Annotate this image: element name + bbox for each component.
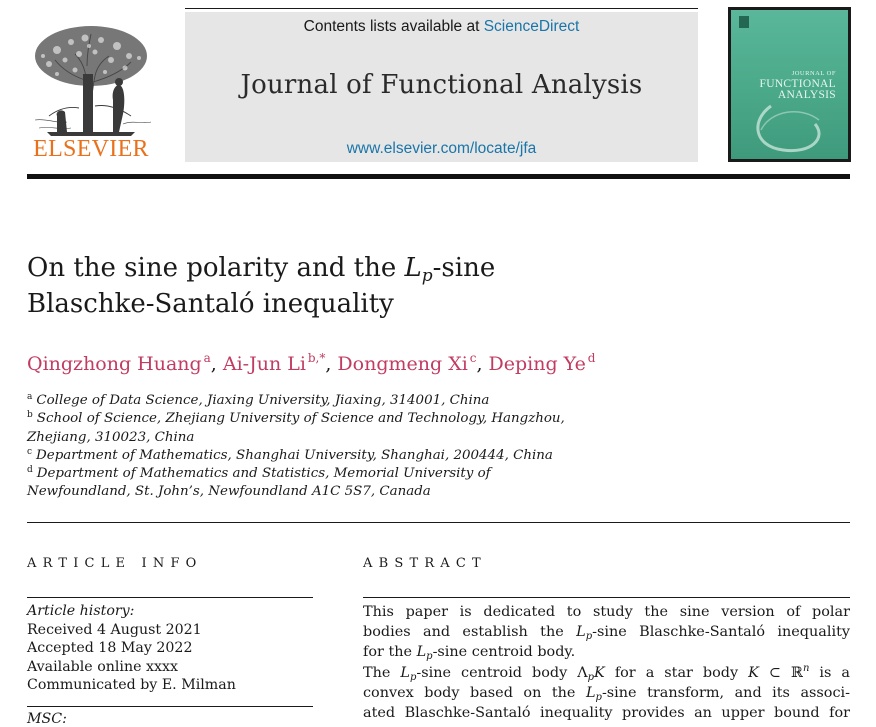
abstract-line: for the $L_p$-sine centroid body. <box>363 644 576 663</box>
article-history <box>27 602 313 695</box>
elsevier-tree-icon <box>27 20 155 138</box>
msc-label: MSC: <box>27 711 67 727</box>
online-date: Available online xxxx <box>27 658 179 675</box>
received-date: Received 4 August 2021 <box>27 621 202 638</box>
affiliation-mark: a <box>27 392 33 402</box>
title-sub-p: p <box>421 266 433 286</box>
affiliation-mark: c <box>27 446 33 457</box>
affiliation-text: College of Data Science, Jiaxing University, Jiaxing, 314001, China <box>36 393 490 408</box>
accepted-date: Accepted 18 May 2022 <box>27 640 193 657</box>
cover-journal-of: JOURNAL OF <box>791 70 836 77</box>
abstract-line: The $L_p$-sine centroid body $\Lambda_pK$ for a star body K ⊂ ℝ$^n$ is a <box>363 662 851 683</box>
article-info-heading: ARTICLE INFO <box>27 556 203 571</box>
article-info-rule <box>27 597 313 598</box>
sciencedirect-link[interactable]: ScienceDirect <box>483 18 580 35</box>
author-name[interactable]: Qingzhong Huang <box>27 353 202 375</box>
contents-availability-line <box>185 18 698 36</box>
affiliation-text: Department of Mathematics and Statistics, Memorial University of <box>36 466 491 482</box>
header-top-rule <box>185 8 698 9</box>
article-info-rule-2 <box>27 706 313 707</box>
affiliation-item <box>27 447 677 465</box>
author-affiliation-mark[interactable]: b,* <box>307 351 326 365</box>
affiliation-text: School of Science, Zhejiang University of Science and Technology, Hangzhou, <box>36 411 565 427</box>
journal-title[interactable]: Journal of Functional Analysis <box>240 70 643 100</box>
journal-cover-thumbnail[interactable] <box>728 7 851 162</box>
author-affiliation-mark[interactable]: d <box>587 351 596 365</box>
affiliation-list <box>27 392 677 502</box>
affiliation-text: Department of Mathematics, Shanghai University, Shanghai, 200444, China <box>36 447 553 463</box>
cover-title <box>760 68 836 101</box>
affiliation-item <box>27 392 677 410</box>
abstract-line: convex body based on the $L_p$-sine transform, and its associ- <box>363 684 850 703</box>
journal-url-link[interactable]: www.elsevier.com/locate/jfa <box>346 140 537 157</box>
article-title <box>27 250 627 322</box>
title-line2: Blaschke-Santaló inequality <box>27 289 394 319</box>
communicated-by: Communicated by E. Milman <box>27 677 236 694</box>
title-part1: On the sine polarity and the <box>27 253 405 283</box>
affiliation-item <box>27 465 677 483</box>
header-divider-bar <box>27 174 850 179</box>
cover-artwork <box>731 10 848 159</box>
history-label: Article history: <box>27 603 135 619</box>
author-name[interactable]: Ai-Jun Li <box>222 353 306 375</box>
section-divider <box>27 522 850 523</box>
abstract-line: This paper is dedicated to study the sine version of polar <box>363 604 850 620</box>
affiliation-item <box>27 410 677 428</box>
cover-analysis: ANALYSIS <box>777 89 836 101</box>
author-affiliation-mark[interactable]: c <box>469 351 477 365</box>
abstract-line: bodies and establish the $L_p$-sine Blaschke-Santaló inequality <box>363 624 850 643</box>
affiliation-mark: b <box>27 410 33 421</box>
abstract-heading: ABSTRACT <box>363 556 487 571</box>
author-affiliation-mark[interactable]: a <box>203 351 211 365</box>
abstract-text <box>363 602 850 723</box>
abstract-line: ated Blaschke-Santaló inequality provides an upper bound for <box>363 705 850 722</box>
title-part2: -sine <box>432 253 496 283</box>
affiliation-item-cont: Newfoundland, St. John’s, Newfoundland A1C 5S7, Canada <box>27 484 431 500</box>
cover-functional: FUNCTIONAL <box>759 78 836 90</box>
contents-prefix: Contents lists available at <box>303 18 484 35</box>
author-name[interactable]: Dongmeng Xi <box>337 353 468 375</box>
abstract-rule <box>363 597 850 598</box>
affiliation-item-cont: Zhejiang, 310023, China <box>27 429 195 445</box>
author-name[interactable]: Deping Ye <box>488 353 586 375</box>
publisher-wordmark: ELSEVIER <box>33 136 149 162</box>
elsevier-logo[interactable] <box>27 20 155 162</box>
affiliation-mark: d <box>27 465 33 476</box>
title-var-L: L <box>404 253 422 283</box>
author-list: Qingzhong Huang $^a$, Ai-Jun Li $^{b,*}$, Dongmeng Xi $^c$, Deping Ye $^d$ <box>27 351 596 375</box>
